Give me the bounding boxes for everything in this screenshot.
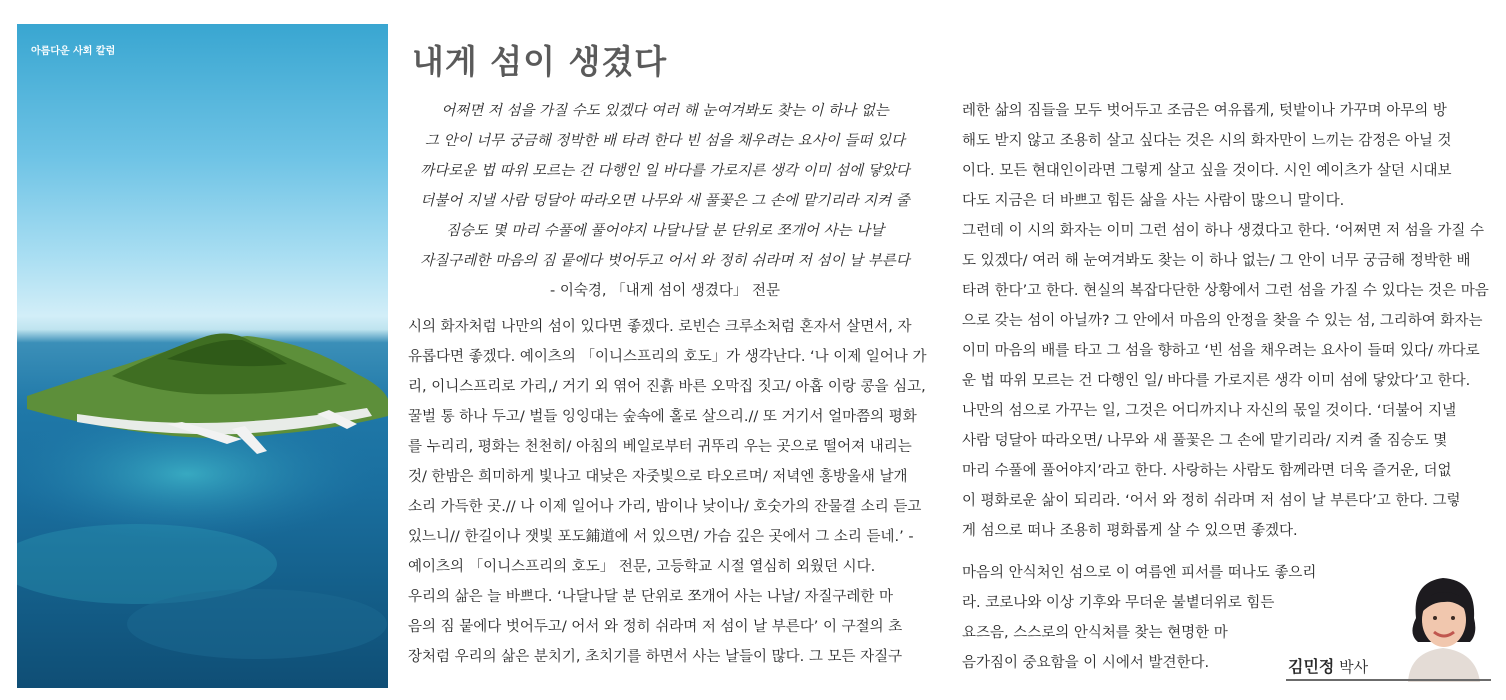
author-photo — [1396, 572, 1491, 682]
body-line: 우리의 삶은 늘 바쁘다. ‘나달나달 분 단위로 쪼개어 사는 나날/ 자질구레한 마 — [408, 589, 894, 605]
author-title: 박사 — [1339, 658, 1369, 676]
body-line: 음의 짐 뭍에다 벗어두고/ 어서 와 정히 쉬라며 저 섬이 날 부른다’ 이 구절의 초 — [408, 619, 903, 635]
poem-line: 짐승도 몇 마리 수풀에 풀어야지 나달나달 분 단위로 쪼개어 사는 나날 — [445, 223, 885, 239]
body-line: 해도 받지 않고 조용히 살고 싶다는 것은 시의 화자만이 느끼는 감정은 아닐 것 — [962, 133, 1452, 149]
body-line: 레한 삶의 짐들을 모두 벗어두고 조금은 여유롭게, 텃밭이나 가꾸며 아무의 방 — [962, 103, 1447, 119]
body-line: 시의 화자처럼 나만의 섬이 있다면 좋겠다. 로빈슨 크루소처럼 혼자서 살면서, 자 — [408, 319, 912, 335]
body-line: 나만의 섬으로 가꾸는 일, 그것은 어디까지나 자신의 몫일 것이다. ‘더불어 지낼 — [962, 403, 1457, 419]
body-line: 요즈음, 스스로의 안식처를 찾는 현명한 마 — [962, 625, 1228, 641]
body-line: 마리 수풀에 풀어야지’라고 한다. 사랑하는 사람도 함께라면 더욱 즐거운, 더없 — [962, 463, 1452, 479]
poem-line: 어쩌면 저 섬을 가질 수도 있겠다 여러 해 눈여겨봐도 찾는 이 하나 없는 — [441, 103, 889, 119]
body-line: 으로 갖는 섬이 아닐까? 그 안에서 마음의 안정을 찾을 수 있는 섬, 그리하여 화자는 — [962, 313, 1483, 329]
body-line: 를 누리리, 평화는 천천히/ 아침의 베일로부터 귀뚜리 우는 곳으로 떨어져 내리는 — [408, 439, 912, 455]
body-line: 라. 코로나와 이상 기후와 무더운 불볕더위로 힘든 — [962, 595, 1275, 611]
body-line: 다도 지금은 더 바쁘고 힘든 삶을 사는 사람이 많으니 말이다. — [962, 193, 1345, 209]
body-line: 마음의 안식처인 섬으로 이 여름엔 피서를 떠나도 좋으리 — [962, 565, 1317, 581]
body-line: 장처럼 우리의 삶은 분치기, 초치기를 하면서 사는 날들이 많다. 그 모든 자질구 — [408, 649, 903, 665]
body-line: 예이츠의 「이니스프리의 호도」 전문, 고등학교 시절 열심히 외웠던 시다. — [408, 559, 876, 575]
author-divider — [1286, 679, 1491, 681]
author-byline — [1288, 654, 1368, 677]
body-line: 소리 가득한 곳.// 나 이제 일어나 가리, 밤이나 낮이나/ 호숫가의 잔물결 소리 듣고 — [408, 499, 922, 515]
body-line: 이다. 모든 현대인이라면 그렇게 살고 싶을 것이다. 시인 예이츠가 살던 시대보 — [962, 163, 1452, 179]
article-title: 내게 섬이 생겼다 — [412, 42, 668, 81]
island-photo — [17, 24, 388, 688]
body-column-1 — [408, 312, 928, 672]
body-line: 유롭다면 좋겠다. 예이츠의 「이니스프리의 호도」가 생각난다. ‘나 이제 일어나 가 — [408, 349, 927, 365]
body-line: 있느니// 한길이나 잿빛 포도鋪道에 서 있으면/ 가슴 깊은 곳에서 그 소리 듣네.’ - — [408, 529, 914, 545]
island-illustration — [17, 24, 388, 688]
body-line: 타려 한다’고 한다. 현실의 복잡다단한 상황에서 그런 섬을 가질 수 있다는 것은 마음 — [962, 283, 1489, 299]
poem-source: - 이숙경, 「내게 섬이 생겼다」 전문 — [550, 283, 780, 299]
body-line: 것/ 한밤은 희미하게 빛나고 대낮은 자줏빛으로 타오르며/ 저녁엔 홍방울새 날개 — [408, 469, 908, 485]
body-column-2 — [962, 96, 1490, 546]
author-name: 김민정 — [1288, 657, 1335, 676]
poem-line: 자질구레한 마음의 짐 뭍에다 벗어두고 어서 와 정히 쉬라며 저 섬이 날 부른다 — [420, 253, 910, 269]
poem-block — [400, 96, 930, 306]
body-line: 이 평화로운 삶이 되리라. ‘어서 와 정히 쉬라며 저 섬이 날 부른다’고 한다. 그렇 — [962, 493, 1461, 509]
body-line: 사람 덩달아 따라오면/ 나무와 새 풀꽃은 그 손에 맡기리라/ 지켜 줄 짐승도 몇 — [962, 433, 1448, 449]
body-line: 그런데 이 시의 화자는 이미 그런 섬이 하나 생겼다고 한다. ‘어쩌면 저 섬을 가질 수 — [962, 223, 1484, 239]
column-caption: 아름다운 사회 칼럼 — [31, 46, 116, 57]
body-line: 게 섬으로 떠나 조용히 평화롭게 살 수 있으면 좋겠다. — [962, 523, 1298, 539]
poem-line: 그 안이 너무 궁금해 정박한 배 타려 한다 빈 섬을 채우려는 요사이 들떠 있다 — [424, 133, 906, 149]
body-line: 이미 마음의 배를 타고 그 섬을 향하고 ‘빈 섬을 채우려는 요사이 들떠 있다/ 까다로 — [962, 343, 1480, 359]
poem-line: 더불어 지낼 사람 덩달아 따라오면 나무와 새 풀꽃은 그 손에 맡기리라 지켜 줄 — [420, 193, 910, 209]
body-line: 운 법 따위 모르는 건 다행인 일/ 바다를 가로지른 생각 이미 섬에 닿았다’고 한다. — [962, 373, 1471, 389]
body-line: 꿀벌 통 하나 두고/ 벌들 잉잉대는 숲속에 홀로 살으리.// 또 거기서 얼마쯤의 평화 — [408, 409, 917, 425]
body-line: 음가짐이 중요함을 이 시에서 발견한다. — [962, 655, 1210, 671]
poem-line: 까다로운 법 따위 모르는 건 다행인 일 바다를 가로지른 생각 이미 섬에 닿았다 — [420, 163, 910, 179]
body-line: 리, 이니스프리로 가리,/ 거기 외 엮어 진흙 바른 오막집 짓고/ 아홉 이랑 콩을 심고, — [408, 379, 926, 395]
body-line: 도 있겠다/ 여러 해 눈여겨봐도 찾는 이 하나 없는/ 그 안이 너무 궁금해 정박한 배 — [962, 253, 1471, 269]
